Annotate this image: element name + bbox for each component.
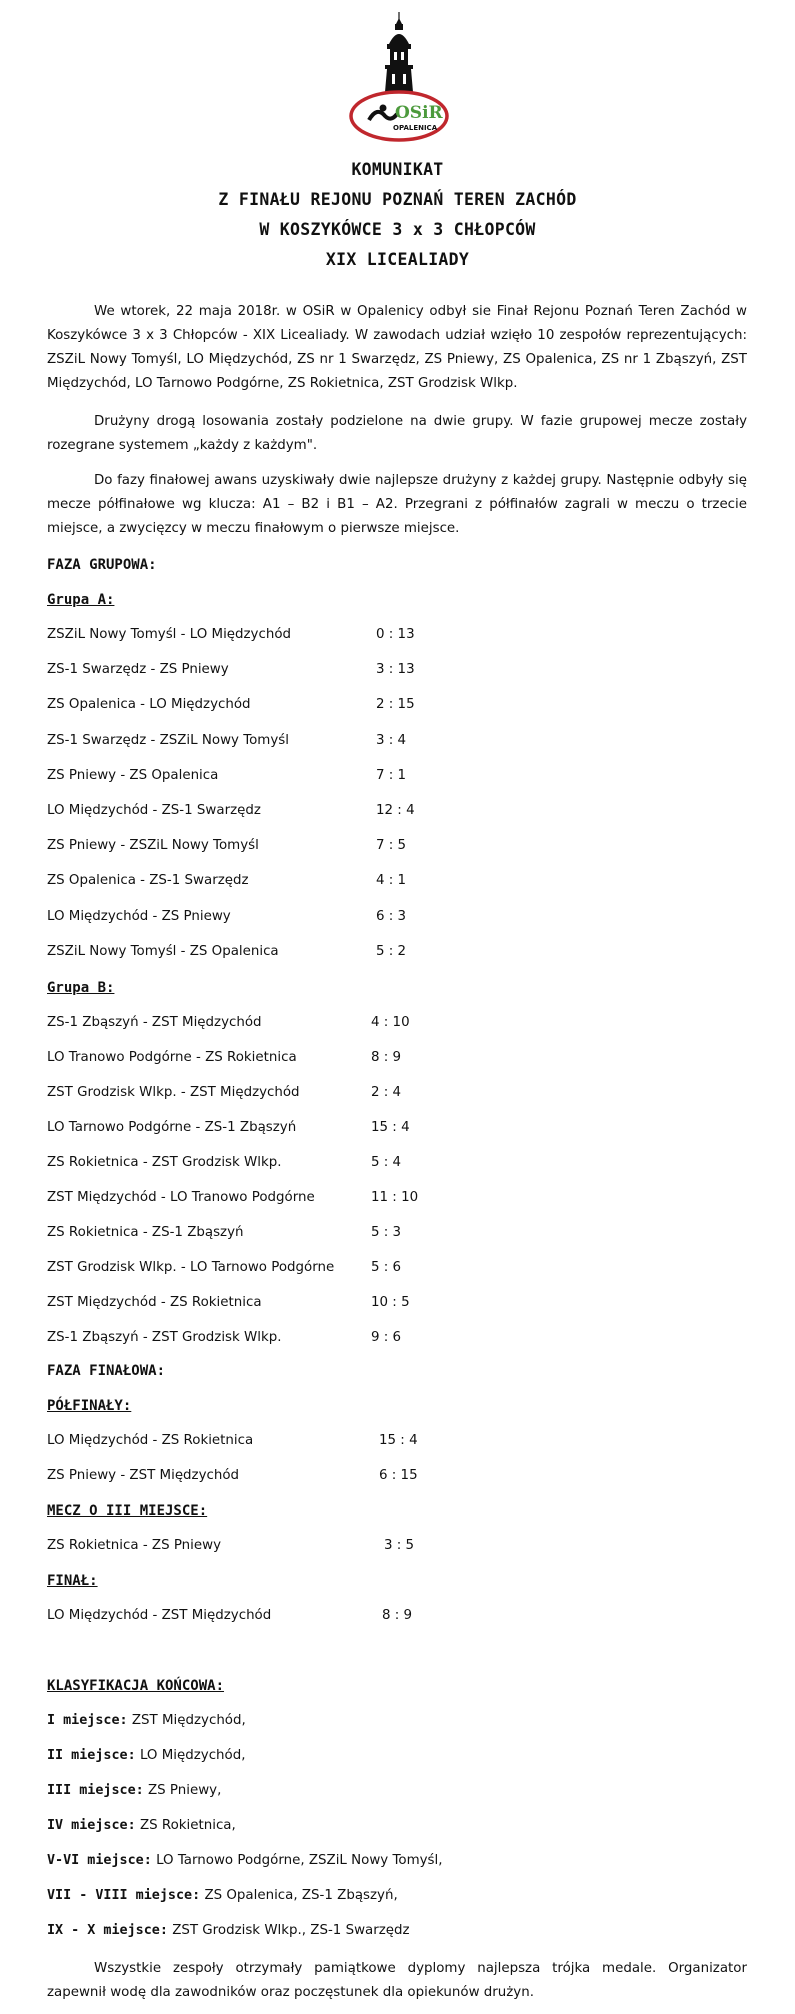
match-teams: ZS Pniewy - ZS Opalenica	[47, 767, 219, 783]
final-label: FINAŁ:	[47, 1573, 98, 1589]
match-score: 2 : 15	[376, 697, 415, 713]
group-b-label: Grupa B:	[47, 980, 115, 996]
match-teams: ZS Opalenica - LO Międzychód	[47, 697, 251, 713]
osir-opalenica-logo	[347, 10, 451, 142]
match-teams: ZST Międzychód - LO Tranowo Podgórne	[47, 1190, 315, 1205]
match-score: 15 : 4	[371, 1120, 410, 1135]
match-score: 3 : 4	[376, 732, 407, 748]
match-score: 6 : 15	[379, 1468, 418, 1483]
match-score: 9 : 6	[371, 1330, 402, 1345]
match-teams: ZST Grodzisk Wlkp. - ZST Międzychód	[47, 1085, 300, 1100]
match-score: 2 : 4	[371, 1085, 402, 1100]
match-teams: ZS-1 Swarzędz - ZSZiL Nowy Tomyśl	[47, 732, 289, 748]
match-score: 5 : 4	[371, 1155, 402, 1170]
match-teams: LO Tarnowo Podgórne - ZS-1 Zbąszyń	[47, 1120, 297, 1135]
match-teams: ZSZiL Nowy Tomyśl - LO Międzychód	[47, 627, 292, 642]
match-teams: ZS Rokietnica - ZS-1 Zbąszyń	[47, 1225, 244, 1240]
group-a-label: Grupa A:	[47, 592, 115, 608]
match-score: 5 : 3	[371, 1225, 402, 1240]
place-teams: ZS Pniewy,	[143, 1783, 222, 1798]
svg-text:OPALENICA: OPALENICA	[393, 124, 438, 132]
match-teams: LO Tranowo Podgórne - ZS Rokietnica	[47, 1050, 297, 1065]
match-teams: LO Międzychód - ZS Pniewy	[47, 908, 231, 924]
document-title	[0, 155, 795, 275]
closing-paragraph: Wszystkie zespoły otrzymały pamiątkowe dyplomy najlepsza trójka medale. Organizator zapewnił wodę dla zawodników oraz poczęstunek dla opiekunów drużyn.	[47, 1961, 747, 2000]
place-teams: ZS Opalenica, ZS-1 Zbąszyń,	[200, 1888, 398, 1903]
semifinals-label: PÓŁFINAŁY:	[47, 1398, 132, 1414]
title-line-2: Z FINAŁU REJONU POZNAŃ TEREN ZACHÓD	[218, 190, 577, 209]
match-teams: ZS Opalenica - ZS-1 Swarzędz	[47, 873, 249, 889]
place-teams: ZST Grodzisk Wlkp., ZS-1 Swarzędz	[167, 1923, 410, 1938]
match-score: 8 : 9	[371, 1050, 402, 1065]
match-teams: ZS Pniewy - ZST Międzychód	[47, 1468, 240, 1483]
title-line-3: W KOSZYKÓWCE 3 x 3 CHŁOPCÓW	[259, 220, 536, 239]
classification-row	[47, 1888, 398, 1903]
intro-paragraph-2: Drużyny drogą losowania zostały podzielone na dwie grupy. W fazie grupowej mecze zostały rozegrane systemem „każdy z każdym".	[47, 414, 747, 453]
match-teams: LO Międzychód - ZS Rokietnica	[47, 1433, 254, 1448]
group-phase-label: FAZA GRUPOWA:	[47, 557, 157, 573]
match-teams: ZS-1 Zbąszyń - ZST Grodzisk Wlkp.	[47, 1330, 282, 1345]
place-teams: ZST Międzychód,	[127, 1713, 246, 1728]
place-teams: LO Tarnowo Podgórne, ZSZiL Nowy Tomyśl,	[151, 1853, 443, 1868]
match-teams: ZS-1 Swarzędz - ZS Pniewy	[47, 662, 229, 678]
match-score: 3 : 5	[384, 1538, 415, 1553]
third-place-label: MECZ O III MIEJSCE:	[47, 1503, 208, 1519]
classification-row	[47, 1853, 443, 1868]
title-line-4: XIX LICEALIADY	[325, 250, 470, 269]
match-score: 3 : 13	[376, 662, 415, 678]
match-score: 6 : 3	[376, 908, 407, 924]
place-label: VII - VIII miejsce:	[47, 1888, 201, 1903]
match-score: 4 : 1	[376, 873, 407, 889]
match-teams: ZST Międzychód - ZS Rokietnica	[47, 1295, 262, 1310]
match-score: 0 : 13	[376, 627, 415, 642]
place-label: III miejsce:	[47, 1783, 144, 1798]
place-label: I miejsce:	[47, 1713, 128, 1728]
match-teams: ZS-1 Zbąszyń - ZST Międzychód	[47, 1015, 262, 1030]
match-score: 8 : 9	[382, 1608, 413, 1623]
match-score: 10 : 5	[371, 1295, 410, 1310]
final-phase-label: FAZA FINAŁOWA:	[47, 1363, 166, 1379]
match-score: 5 : 2	[376, 943, 407, 959]
place-teams: ZS Rokietnica,	[135, 1818, 236, 1833]
match-score: 4 : 10	[371, 1015, 410, 1030]
intro-paragraph-3: Do fazy finałowej awans uzyskiwały dwie najlepsze drużyny z każdej grupy. Następnie odbyły się mecze półfinałowe wg klucza: A1 – B2 i B1 – A2. Przegrani z półfinałów zagrali w meczu o trzecie miejsce, a zwycięzcy w meczu finałowym o pierwsze miejsce.	[47, 473, 747, 536]
match-score: 11 : 10	[371, 1190, 419, 1205]
match-score: 7 : 1	[376, 767, 407, 783]
classification-row	[47, 1783, 221, 1798]
match-teams: ZST Grodzisk Wlkp. - LO Tarnowo Podgórne	[47, 1260, 335, 1275]
match-teams: LO Międzychód - ZST Międzychód	[47, 1608, 272, 1623]
svg-text:OSiR: OSiR	[395, 103, 443, 123]
classification-label: KLASYFIKACJA KOŃCOWA:	[47, 1678, 225, 1694]
match-teams: ZS Rokietnica - ZS Pniewy	[47, 1538, 221, 1553]
place-label: V-VI miejsce:	[47, 1853, 152, 1868]
match-score: 12 : 4	[376, 803, 415, 818]
match-score: 15 : 4	[379, 1433, 418, 1448]
intro-paragraph-1: We wtorek, 22 maja 2018r. w OSiR w Opalenicy odbył sie Finał Rejonu Poznań Teren Zachód w Koszykówce 3 x 3 Chłopców - XIX Licealiady. W zawodach udział wzięło 10 zespołów reprezentujących: ZSZiL Nowy Tomyśl, LO Międzychód, ZS nr 1 Swarzędz, ZS Pniewy, ZS Opalenica, ZS nr 1 Zbąszyń, ZST Międzychód, LO Tarnowo Podgórne, ZS Rokietnica, ZST Grodzisk Wlkp.	[47, 304, 747, 391]
place-label: II miejsce:	[47, 1748, 136, 1763]
place-label: IV miejsce:	[47, 1818, 136, 1833]
place-label: IX - X miejsce:	[47, 1923, 168, 1938]
match-teams: LO Międzychód - ZS-1 Swarzędz	[47, 803, 261, 818]
match-teams: ZS Rokietnica - ZST Grodzisk Wlkp.	[47, 1155, 282, 1170]
match-score: 7 : 5	[376, 838, 407, 854]
title-line-1: KOMUNIKAT	[351, 160, 444, 179]
match-teams: ZSZiL Nowy Tomyśl - ZS Opalenica	[47, 943, 279, 959]
classification-row	[47, 1818, 236, 1833]
classification-row	[47, 1748, 246, 1763]
place-teams: LO Międzychód,	[135, 1748, 246, 1763]
match-teams: ZS Pniewy - ZSZiL Nowy Tomyśl	[47, 838, 259, 854]
classification-row	[47, 1713, 246, 1728]
match-score: 5 : 6	[371, 1260, 402, 1275]
classification-row	[47, 1923, 410, 1938]
